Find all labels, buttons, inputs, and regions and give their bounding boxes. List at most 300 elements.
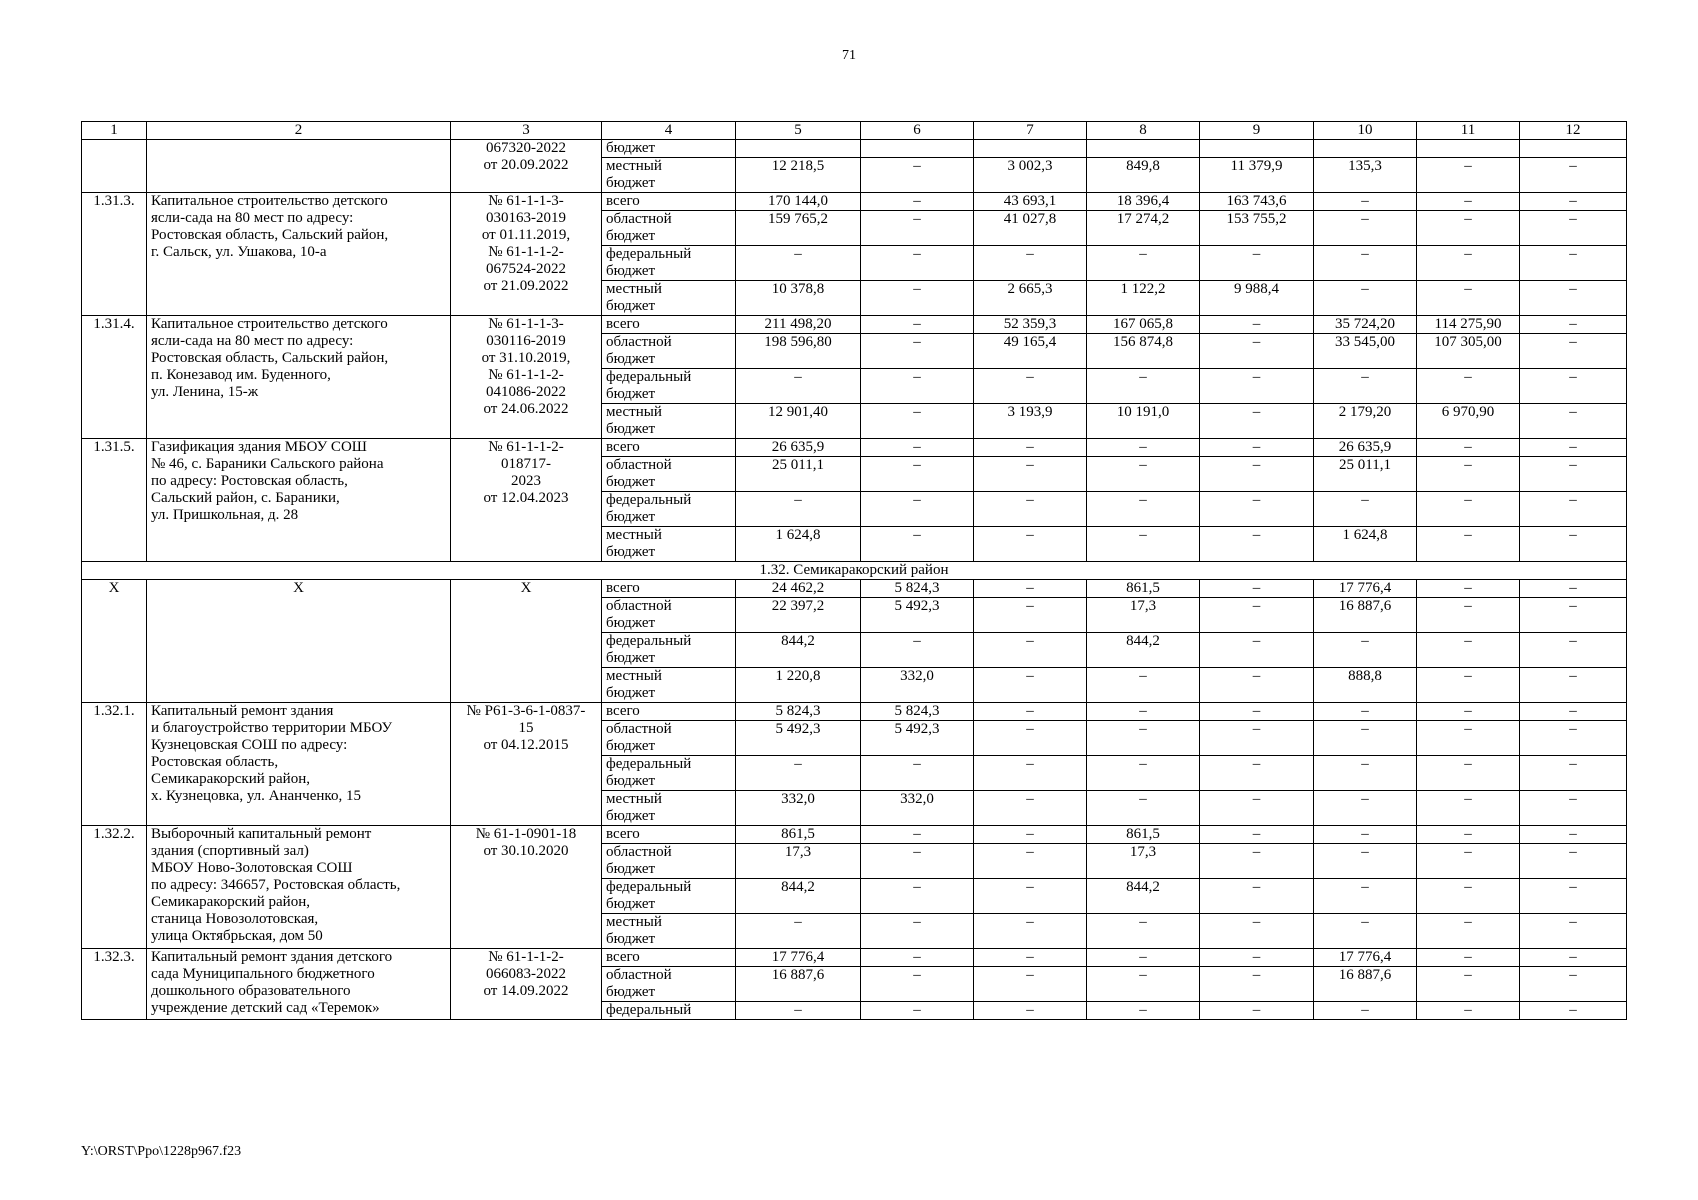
table-cell: – [861,492,974,527]
table-cell: – [1520,281,1627,316]
table-cell: – [1200,369,1314,404]
table-cell: – [1200,844,1314,879]
table-cell: X [147,580,451,703]
table-cell: – [1200,316,1314,334]
table-cell: – [1520,826,1627,844]
table-cell: – [1417,158,1520,193]
table-cell: – [1087,527,1200,562]
table-cell: – [736,246,861,281]
table-cell: федеральный бюджет [602,633,736,668]
table-cell: 24 462,2 [736,580,861,598]
table-cell: № 61-1-1-2- 066083-2022 от 14.09.2022 [451,949,602,1020]
table-cell: 2 665,3 [974,281,1087,316]
table-cell: 163 743,6 [1200,193,1314,211]
table-cell: № 61-1-1-2- 018717- 2023 от 12.04.2023 [451,439,602,562]
table-cell: 332,0 [736,791,861,826]
table-cell: 1.32.3. [82,949,147,1020]
table-cell: 35 724,20 [1314,316,1417,334]
table-cell: федеральный бюджет [602,756,736,791]
column-number: 7 [974,122,1087,140]
table-cell: – [1417,1002,1520,1020]
table-cell: – [1200,439,1314,457]
table-cell: 25 011,1 [1314,457,1417,492]
table-cell: федеральный [602,1002,736,1020]
table-cell: местный бюджет [602,914,736,949]
table-cell: – [1087,756,1200,791]
table-cell: – [1520,879,1627,914]
table-cell: – [1417,826,1520,844]
column-number: 9 [1200,122,1314,140]
budget-table [81,121,1627,1020]
table-cell: всего [602,316,736,334]
table-cell: – [1087,949,1200,967]
table-cell: всего [602,949,736,967]
table-cell: – [1314,721,1417,756]
table-cell: – [974,826,1087,844]
table-cell: 849,8 [1087,158,1200,193]
table-cell: 17 274,2 [1087,211,1200,246]
table-cell: – [1200,404,1314,439]
table-cell: – [1314,914,1417,949]
table-cell: – [1417,967,1520,1002]
table-cell: – [1520,967,1627,1002]
table-cell: – [1417,703,1520,721]
table-cell: – [974,844,1087,879]
table-cell: № Р61-3-6-1-0837- 15 от 04.12.2015 [451,703,602,826]
table-cell: 16 887,6 [1314,598,1417,633]
table-cell: 170 144,0 [736,193,861,211]
table-cell: – [1200,598,1314,633]
table-cell: 1.32.2. [82,826,147,949]
table-cell: – [1417,844,1520,879]
column-number: 10 [1314,122,1417,140]
table-cell: 10 378,8 [736,281,861,316]
table-cell: федеральный бюджет [602,879,736,914]
table-cell: 12 218,5 [736,158,861,193]
table-cell [1417,140,1520,158]
table-cell: – [1314,791,1417,826]
table-cell: 861,5 [736,826,861,844]
table-row [82,580,1627,598]
table-cell: – [861,211,974,246]
table-cell: – [974,668,1087,703]
table-cell: – [861,281,974,316]
table-cell: – [974,246,1087,281]
table-cell: – [1417,721,1520,756]
table-cell: федеральный бюджет [602,246,736,281]
column-number: 8 [1087,122,1200,140]
table-cell: Выборочный капитальный ремонт здания (спортивный зал) МБОУ Ново-Золотовская СОШ по адресу: 346657, Ростовская область, Семикаракорский район, станица Новозолотовская, улица Октябрьская, дом 50 [147,826,451,949]
table-cell: – [1087,439,1200,457]
table-cell: 12 901,40 [736,404,861,439]
column-number: 12 [1520,122,1627,140]
table-cell: 332,0 [861,791,974,826]
table-row [82,703,1627,721]
table-cell: 2 179,20 [1314,404,1417,439]
table-cell: областной бюджет [602,211,736,246]
table-cell: – [974,879,1087,914]
column-number: 11 [1417,122,1520,140]
table-cell: – [1417,580,1520,598]
table-cell: – [1417,281,1520,316]
table-cell: 167 065,8 [1087,316,1200,334]
table-cell: 861,5 [1087,826,1200,844]
table-cell: – [974,721,1087,756]
table-cell [1087,140,1200,158]
table-cell: 114 275,90 [1417,316,1520,334]
table-cell: – [861,193,974,211]
table-cell: – [1417,879,1520,914]
page-number: 71 [842,48,856,63]
table-cell: – [1520,246,1627,281]
table-cell: – [1520,404,1627,439]
table-cell: 159 765,2 [736,211,861,246]
table-cell: 25 011,1 [736,457,861,492]
footer-file-path: Y:\ORST\Ppo\1228p967.f23 [81,1144,242,1159]
section-title: 1.32. Семикаракорский район [82,562,1627,580]
table-cell: – [1087,492,1200,527]
table-cell: 844,2 [1087,633,1200,668]
table-cell: Капитальное строительство детского ясли-сада на 80 мест по адресу: Ростовская область, Сальский район, г. Сальск, ул. Ушакова, 10-а [147,193,451,316]
table-cell: 844,2 [736,633,861,668]
table-cell: – [1417,633,1520,668]
table-cell: – [861,914,974,949]
table-cell: 861,5 [1087,580,1200,598]
table-cell: – [736,756,861,791]
table-cell: – [1087,703,1200,721]
table-cell: 43 693,1 [974,193,1087,211]
table-cell: – [1520,914,1627,949]
table-cell: – [1520,844,1627,879]
table-cell: 332,0 [861,668,974,703]
table-cell: – [1200,721,1314,756]
table-cell: – [1520,580,1627,598]
table-cell: местный бюджет [602,527,736,562]
table-cell: – [1314,703,1417,721]
table-cell: – [1087,668,1200,703]
table-cell: 198 596,80 [736,334,861,369]
table-cell: – [1087,457,1200,492]
table-cell: областной бюджет [602,967,736,1002]
table-cell: – [1520,703,1627,721]
table-cell: областной бюджет [602,721,736,756]
table-cell: областной бюджет [602,457,736,492]
table-cell: № 61-1-1-3- 030163-2019 от 01.11.2019, № 61-1-1-2- 067524-2022 от 21.09.2022 [451,193,602,316]
table-cell: всего [602,826,736,844]
table-cell: местный бюджет [602,158,736,193]
table-cell: 1.31.3. [82,193,147,316]
table-cell: бюджет [602,140,736,158]
table-cell: – [1314,756,1417,791]
table-cell: 1.32.1. [82,703,147,826]
table-cell: 5 824,3 [861,580,974,598]
table-cell: 5 492,3 [736,721,861,756]
table-cell: 17 776,4 [736,949,861,967]
table-cell: – [1314,879,1417,914]
table-cell: – [1087,791,1200,826]
table-cell: – [736,914,861,949]
table-cell: Капитальный ремонт здания детского сада Муниципального бюджетного дошкольного образовательного учреждение детский сад «Теремок» [147,949,451,1020]
table-cell: 844,2 [1087,879,1200,914]
table-cell: – [974,1002,1087,1020]
table-cell: – [1200,580,1314,598]
table-cell: федеральный бюджет [602,492,736,527]
table-cell: – [736,369,861,404]
table-cell: – [1417,598,1520,633]
table-cell: – [974,914,1087,949]
table-cell: – [1314,281,1417,316]
table-cell: – [974,791,1087,826]
column-number: 2 [147,122,451,140]
table-cell: – [1520,598,1627,633]
table-cell [147,140,451,193]
table-cell: – [1520,668,1627,703]
table-cell: всего [602,193,736,211]
table-cell: – [861,633,974,668]
table-cell: местный бюджет [602,404,736,439]
table-cell: – [1200,527,1314,562]
table-cell: – [1520,457,1627,492]
table-cell: – [1314,844,1417,879]
table-cell: областной бюджет [602,844,736,879]
table-cell: – [861,844,974,879]
table-cell: 1 624,8 [1314,527,1417,562]
table-cell [1520,140,1627,158]
table-cell: 1 220,8 [736,668,861,703]
table-cell: – [861,404,974,439]
table-body [82,140,1627,1020]
table-cell: – [1520,756,1627,791]
table-row [82,193,1627,211]
table-cell: – [1314,1002,1417,1020]
column-number: 6 [861,122,974,140]
table-cell: – [1520,1002,1627,1020]
table-cell: – [1417,791,1520,826]
table-cell: – [1314,492,1417,527]
table-cell: – [861,826,974,844]
table-cell: местный бюджет [602,281,736,316]
table-cell: – [1417,756,1520,791]
table-cell: – [1087,246,1200,281]
table-cell: – [861,1002,974,1020]
table-row [82,826,1627,844]
table-cell: 33 545,00 [1314,334,1417,369]
table-cell: местный бюджет [602,791,736,826]
table-cell: – [861,457,974,492]
table-cell: – [861,316,974,334]
table-cell: – [1520,193,1627,211]
table-cell: – [1200,949,1314,967]
table-cell: – [974,703,1087,721]
table-cell: – [861,967,974,1002]
table-cell: местный бюджет [602,668,736,703]
table-cell: 888,8 [1314,668,1417,703]
table-cell: Капитальное строительство детского ясли-сада на 80 мест по адресу: Ростовская область, Сальский район, п. Конезавод им. Буденного, ул. Ленина, 15-ж [147,316,451,439]
table-cell: – [1200,457,1314,492]
table-cell: – [1520,949,1627,967]
table-cell: – [974,439,1087,457]
table-cell: 1 624,8 [736,527,861,562]
table-cell: – [974,633,1087,668]
table-cell: – [1200,1002,1314,1020]
table-cell [82,140,147,193]
table-cell [861,140,974,158]
column-number: 4 [602,122,736,140]
table-cell: – [1200,492,1314,527]
table-cell: – [974,527,1087,562]
table-cell: – [1520,211,1627,246]
table-cell: – [1314,211,1417,246]
column-number: 5 [736,122,861,140]
table-cell: – [861,334,974,369]
table-cell: – [974,457,1087,492]
table-cell: – [974,967,1087,1002]
table-cell: – [1417,439,1520,457]
table-cell: – [1417,668,1520,703]
table-cell: федеральный бюджет [602,369,736,404]
table-cell: – [861,756,974,791]
table-cell: – [1520,527,1627,562]
table-cell: 11 379,9 [1200,158,1314,193]
table-cell: 3 193,9 [974,404,1087,439]
table-row [82,439,1627,457]
table-cell [1314,140,1417,158]
table-cell: – [1520,334,1627,369]
table-cell: 6 970,90 [1417,404,1520,439]
table-cell: 3 002,3 [974,158,1087,193]
table-cell: 844,2 [736,879,861,914]
table-cell: – [1200,668,1314,703]
table-cell: X [82,580,147,703]
table-cell: – [1520,721,1627,756]
table-cell: – [1087,1002,1200,1020]
table-cell: – [1200,914,1314,949]
section-row [82,562,1627,580]
table-cell: 135,3 [1314,158,1417,193]
table-cell: – [861,527,974,562]
table-row [82,140,1627,158]
table-cell: – [1417,211,1520,246]
table-cell: 5 492,3 [861,598,974,633]
table-cell: – [974,949,1087,967]
table-cell: 17 776,4 [1314,580,1417,598]
table-cell: – [1314,633,1417,668]
table-row [82,316,1627,334]
table-cell: – [1200,791,1314,826]
table-cell: 22 397,2 [736,598,861,633]
table-cell: – [861,246,974,281]
table-cell: 18 396,4 [1087,193,1200,211]
table-cell: – [861,439,974,457]
table-cell: X [451,580,602,703]
table-cell: – [1200,334,1314,369]
table-cell: – [1087,721,1200,756]
table-cell: – [1200,879,1314,914]
table-cell: 49 165,4 [974,334,1087,369]
table-cell: 16 887,6 [1314,967,1417,1002]
table-cell: – [974,369,1087,404]
table-cell: – [1520,158,1627,193]
table-cell: – [736,1002,861,1020]
table-cell: 9 988,4 [1200,281,1314,316]
table-cell: 16 887,6 [736,967,861,1002]
table-cell: – [1417,492,1520,527]
table-cell: – [1417,193,1520,211]
table-cell: – [1417,949,1520,967]
table-cell: – [1417,457,1520,492]
table-cell [1200,140,1314,158]
table-cell: – [974,756,1087,791]
table-cell: – [1200,826,1314,844]
table-cell: – [1087,967,1200,1002]
table-cell: 211 498,20 [736,316,861,334]
table-cell: 17 776,4 [1314,949,1417,967]
table-cell: – [974,580,1087,598]
table-cell: областной бюджет [602,334,736,369]
table-cell: – [861,949,974,967]
table-cell: – [1314,369,1417,404]
table-cell: 067320-2022 от 20.09.2022 [451,140,602,193]
table-cell: – [736,492,861,527]
table-cell: – [861,369,974,404]
table-cell: – [1520,492,1627,527]
table-cell: – [1314,193,1417,211]
table-cell: – [1087,914,1200,949]
table-cell: 5 492,3 [861,721,974,756]
table-cell: 17,3 [1087,598,1200,633]
table-cell: 153 755,2 [1200,211,1314,246]
table-cell: 1.31.4. [82,316,147,439]
table-cell: Капитальный ремонт здания и благоустройство территории МБОУ Кузнецовская СОШ по адресу: Ростовская область, Семикаракорский район, х. Кузнецовка, ул. Ананченко, 15 [147,703,451,826]
table-cell: – [1314,246,1417,281]
table-cell: № 61-1-1-3- 030116-2019 от 31.10.2019, № 61-1-1-2- 041086-2022 от 24.06.2022 [451,316,602,439]
table-cell: – [861,879,974,914]
table-cell: 52 359,3 [974,316,1087,334]
column-number-row [82,122,1627,140]
table-cell: – [1520,633,1627,668]
table-cell: – [974,492,1087,527]
table-cell: всего [602,703,736,721]
table-cell: 17,3 [1087,844,1200,879]
table-cell [736,140,861,158]
table-cell: Газификация здания МБОУ СОШ № 46, с. Бараники Сальского района по адресу: Ростовская область, Сальский район, с. Бараники, ул. Пришкольная, д. 28 [147,439,451,562]
table-cell: всего [602,580,736,598]
table-cell: 1 122,2 [1087,281,1200,316]
table-cell: – [1417,246,1520,281]
table-cell: 5 824,3 [861,703,974,721]
table-cell: 5 824,3 [736,703,861,721]
table-cell: – [1520,316,1627,334]
table-cell: – [1200,633,1314,668]
table-cell: – [1520,439,1627,457]
table-cell: – [1314,826,1417,844]
table-cell: – [861,158,974,193]
table-cell: 17,3 [736,844,861,879]
table-cell: – [1520,369,1627,404]
table-cell: 156 874,8 [1087,334,1200,369]
table-cell: 1.31.5. [82,439,147,562]
table-cell: всего [602,439,736,457]
table-cell: – [1200,246,1314,281]
table-cell: № 61-1-0901-18 от 30.10.2020 [451,826,602,949]
table-cell: – [1520,791,1627,826]
table-cell: 26 635,9 [1314,439,1417,457]
table-cell: – [1200,756,1314,791]
table-cell: 10 191,0 [1087,404,1200,439]
table-cell: 41 027,8 [974,211,1087,246]
column-number: 3 [451,122,602,140]
table-cell [974,140,1087,158]
